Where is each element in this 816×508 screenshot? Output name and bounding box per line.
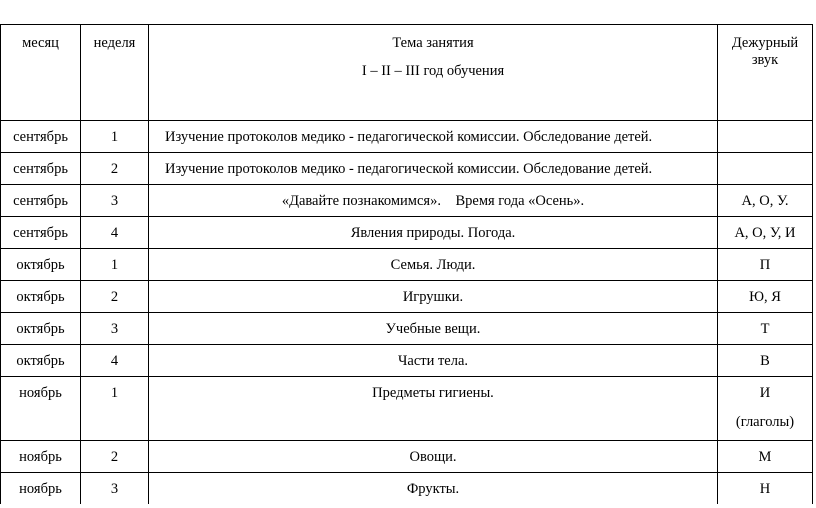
cell-month: октябрь — [1, 345, 81, 377]
cell-sound — [718, 153, 813, 185]
lesson-schedule-table — [0, 24, 813, 504]
cell-month: октябрь — [1, 313, 81, 345]
table-row — [1, 217, 813, 249]
table-row — [1, 249, 813, 281]
cell-sound: Ю, Я — [718, 281, 813, 313]
cell-sound-note: (глаголы) — [735, 414, 795, 430]
cell-month: сентябрь — [1, 185, 81, 217]
cell-topic: Части тела. — [149, 345, 718, 377]
cell-month: ноябрь — [1, 473, 81, 505]
cell-topic: Явления природы. Погода. — [149, 217, 718, 249]
cell-week: 3 — [81, 185, 149, 217]
header-month: месяц — [1, 25, 81, 121]
cell-week: 3 — [81, 473, 149, 505]
header-sound-line2: звук — [751, 52, 779, 68]
cell-week: 1 — [81, 121, 149, 153]
cell-sound: П — [718, 249, 813, 281]
cell-sound: В — [718, 345, 813, 377]
cell-topic: Изучение протоколов медико - педагогической комиссии. Обследование детей. — [149, 153, 718, 185]
cell-week: 2 — [81, 441, 149, 473]
cell-sound — [718, 377, 813, 441]
cell-sound: А, О, У, И — [718, 217, 813, 249]
cell-month: сентябрь — [1, 153, 81, 185]
cell-sound: М — [718, 441, 813, 473]
cell-topic: Овощи. — [149, 441, 718, 473]
cell-week: 4 — [81, 345, 149, 377]
cell-week: 2 — [81, 281, 149, 313]
cell-sound: А, О, У. — [718, 185, 813, 217]
header-topic — [149, 25, 718, 121]
cell-week: 1 — [81, 377, 149, 441]
cell-month: ноябрь — [1, 441, 81, 473]
cell-month: октябрь — [1, 281, 81, 313]
header-topic-years: I – II – III год обучения — [361, 63, 505, 79]
table-row — [1, 313, 813, 345]
cell-topic: Учебные вещи. — [149, 313, 718, 345]
cell-month: октябрь — [1, 249, 81, 281]
table-row — [1, 377, 813, 441]
table-row — [1, 153, 813, 185]
table-row — [1, 345, 813, 377]
header-sound — [718, 25, 813, 121]
header-week: неделя — [81, 25, 149, 121]
cell-topic: Изучение протоколов медико - педагогической комиссии. Обследование детей. — [149, 121, 718, 153]
cell-topic: Предметы гигиены. — [149, 377, 718, 441]
cell-month: сентябрь — [1, 121, 81, 153]
table-row — [1, 441, 813, 473]
cell-week: 3 — [81, 313, 149, 345]
cell-sound — [718, 121, 813, 153]
table-row — [1, 473, 813, 505]
table-row — [1, 185, 813, 217]
header-sound-line1: Дежурный — [731, 35, 799, 51]
cell-month: сентябрь — [1, 217, 81, 249]
cell-week: 1 — [81, 249, 149, 281]
cell-topic: Семья. Люди. — [149, 249, 718, 281]
cell-week: 2 — [81, 153, 149, 185]
table-row — [1, 281, 813, 313]
cell-week: 4 — [81, 217, 149, 249]
header-topic-title: Тема занятия — [392, 35, 474, 51]
table-row — [1, 121, 813, 153]
cell-sound-main: И — [759, 385, 771, 401]
cell-topic: «Давайте познакомимся». Время года «Осень». — [149, 185, 718, 217]
table-header-row — [1, 25, 813, 121]
cell-month: ноябрь — [1, 377, 81, 441]
cell-sound: Т — [718, 313, 813, 345]
cell-topic: Игрушки. — [149, 281, 718, 313]
cell-sound: Н — [718, 473, 813, 505]
cell-topic: Фрукты. — [149, 473, 718, 505]
